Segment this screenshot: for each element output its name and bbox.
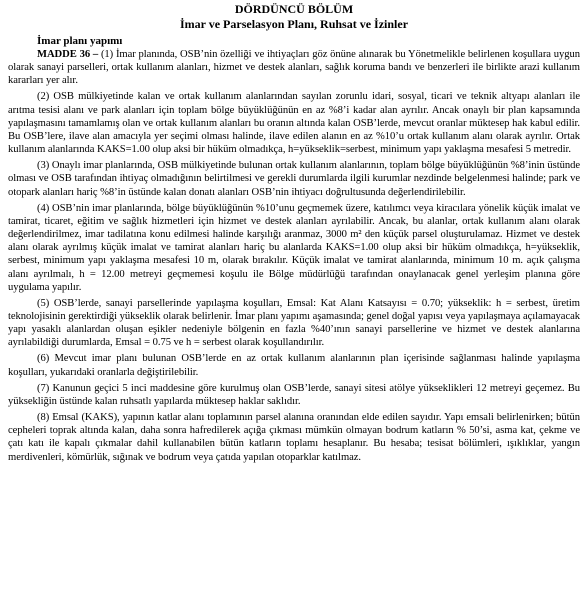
- section-title: İmar ve Parselasyon Planı, Ruhsat ve İzinler: [179, 17, 409, 31]
- chapter-title: DÖRDÜNCÜ BÖLÜM: [234, 2, 354, 16]
- paragraph-7: (7) Kanunun geçici 5 inci maddesine göre kurulmuş olan OSB’lerde, sanayi sitesi atölye yükseklikleri 12 metreyi geçemez. Bu yüksekliğin üstünde kalan ruhsatlı yapılarda müktesep haklar saklıdır.: [8, 382, 580, 407]
- paragraph-5: (5) OSB’lerde, sanayi parsellerinde yapılaşma koşulları, Emsal: Kat Alanı Katsayısı = 0.70; yükseklik: h = serbest, üretim teknolojisinin gerektirdiği yükseklik olarak belirlenir. İmar planı yapımı aşamasında; genel doğal yapısı veya yapılaşmaya açılamayacak yapı yasaklı alanlardan oluşan eşikler nedeniyle bölgenin en fazla %40’ının sanayi parsellerine ve hizmet ve destek alanlarına ayrılabildiği durumlarda, Emsal = 0.75 ve h = serbest olarak koşullandırılır.: [8, 297, 580, 349]
- paragraph-1: [8, 48, 580, 87]
- paragraph-2: (2) OSB mülkiyetinde kalan ve ortak kullanım alanlarından sayılan zorunlu idari, sosyal, ticari ve teknik altyapı alanları ile arıtma tesisi alanı ve park alanları için toplam bölge büyüklüğünün en az %8’i kadar alan ayrılır. Ancak onaylı bir plan kapsamında yapılaşmasını tamamlamış olan ve ortak kullanım alanları bu oranın altında kalan OSB’lerde, mevcut oranlar müktesep hak kabul edilir. Bu OSB’lere, ilave alan amacıyla yer seçimi olması halinde, ilave edilen alanın en az %10’u ortak kullanım alanı olarak ayrılır. Ortak kullanım alanlarında KAKS=1.00 olup aksi bir hüküm olmadıkça, h=yükseklik=serbest, minimum yapı yaklaşma mesafesi 5 metredir.: [8, 91, 580, 156]
- paragraph-1-text: (1) İmar planında, OSB’nin özelliği ve ihtiyaçları göz önüne alınarak bu Yönetmelikle belirlenen koşullara uygun olarak sanayi parselleri, ortak kullanım alanları, hizmet ve destek alanları, sağlık koruma bandı ve benzerleri ile birlikte arazi kullanım kararları yer alır.: [8, 49, 580, 87]
- paragraph-3: (3) Onaylı imar planlarında, OSB mülkiyetinde bulunan ortak kullanım alanlarının, toplam bölge büyüklüğünün %8’inin üstünde olması ve OSB tarafından ihtiyaç olmadığının belirtilmesi ve gerekli durumlarda ilgili kurumlar nezdinde belgelenmesi halinde; park ve otopark alanları hariç %8’in üstünde kalan donatı alanları OSB’nin ihtiyacı doğrultusunda değerlendirilebilir.: [8, 160, 580, 198]
- paragraph-6: (6) Mevcut imar planı bulunan OSB’lerde en az ortak kullanım alanlarının plan içerisinde sağlanması halinde yapılaşma koşulları, yukarıdaki oranlarla değiştirilebilir.: [8, 353, 580, 378]
- article-subheading: İmar planı yapımı: [37, 35, 123, 47]
- paragraph-4: (4) OSB’nin imar planlarında, bölge büyüklüğünün %10’unu geçmemek üzere, katılımcı veya kiracılara yönelik küçük imalat ve tamirat, ticaret, eğitim ve sağlık hizmetleri için hizmet ve destek alanları ayrılabilir. Ancak, bu alanlar, ortak kullanım alanı olarak değerlendirilmez, imar tadilatına konu edilmesi halinde karşılığı aranmaz, 3000 m² den küçük parsel oluşturulamaz. Hizmet ve destek alanı olarak ayrılmış küçük imalat ve tamirat alanları hariç bu alanlarda KAKS=1.00 olup aksi bir hüküm olmadıkça, h=yükseklik, serbest, minimum yapı yaklaşma mesafesi 10 m, olarak bırakılır. Küçük imalat ve tamirat alanlarında, minimum 10 m. açık çalışma alanı ayrılmalı, h = 12.00 metreyi geçmemesi koşulu ile Bölge müdürlüğü tarafından onaylanacak genel yerleşim planına göre uygulama yapılır.: [8, 202, 580, 293]
- paragraph-8: (8) Emsal (KAKS), yapının katlar alanı toplamının parsel alanına oranından elde edilen sayıdır. Yapı emsali belirlenirken; bütün cepheleri toprak altında kalan, daha sonra hafredilerek açığa çıkması mümkün olmayan bodrum katların % 50’si, asma kat, çekme ve çatı katı ile kapalı çıkmalar dahil kullanabilen bütün katların toplamı hesaplanır. Bu hesaba; tesisat bölümleri, ışıklıklar, yangın merdivenleri, kömürlük, sığınak ve bodrum veya çatıda yapılan otoparklar katılmaz.: [8, 412, 580, 463]
- article-number: MADDE 36 –: [37, 49, 99, 60]
